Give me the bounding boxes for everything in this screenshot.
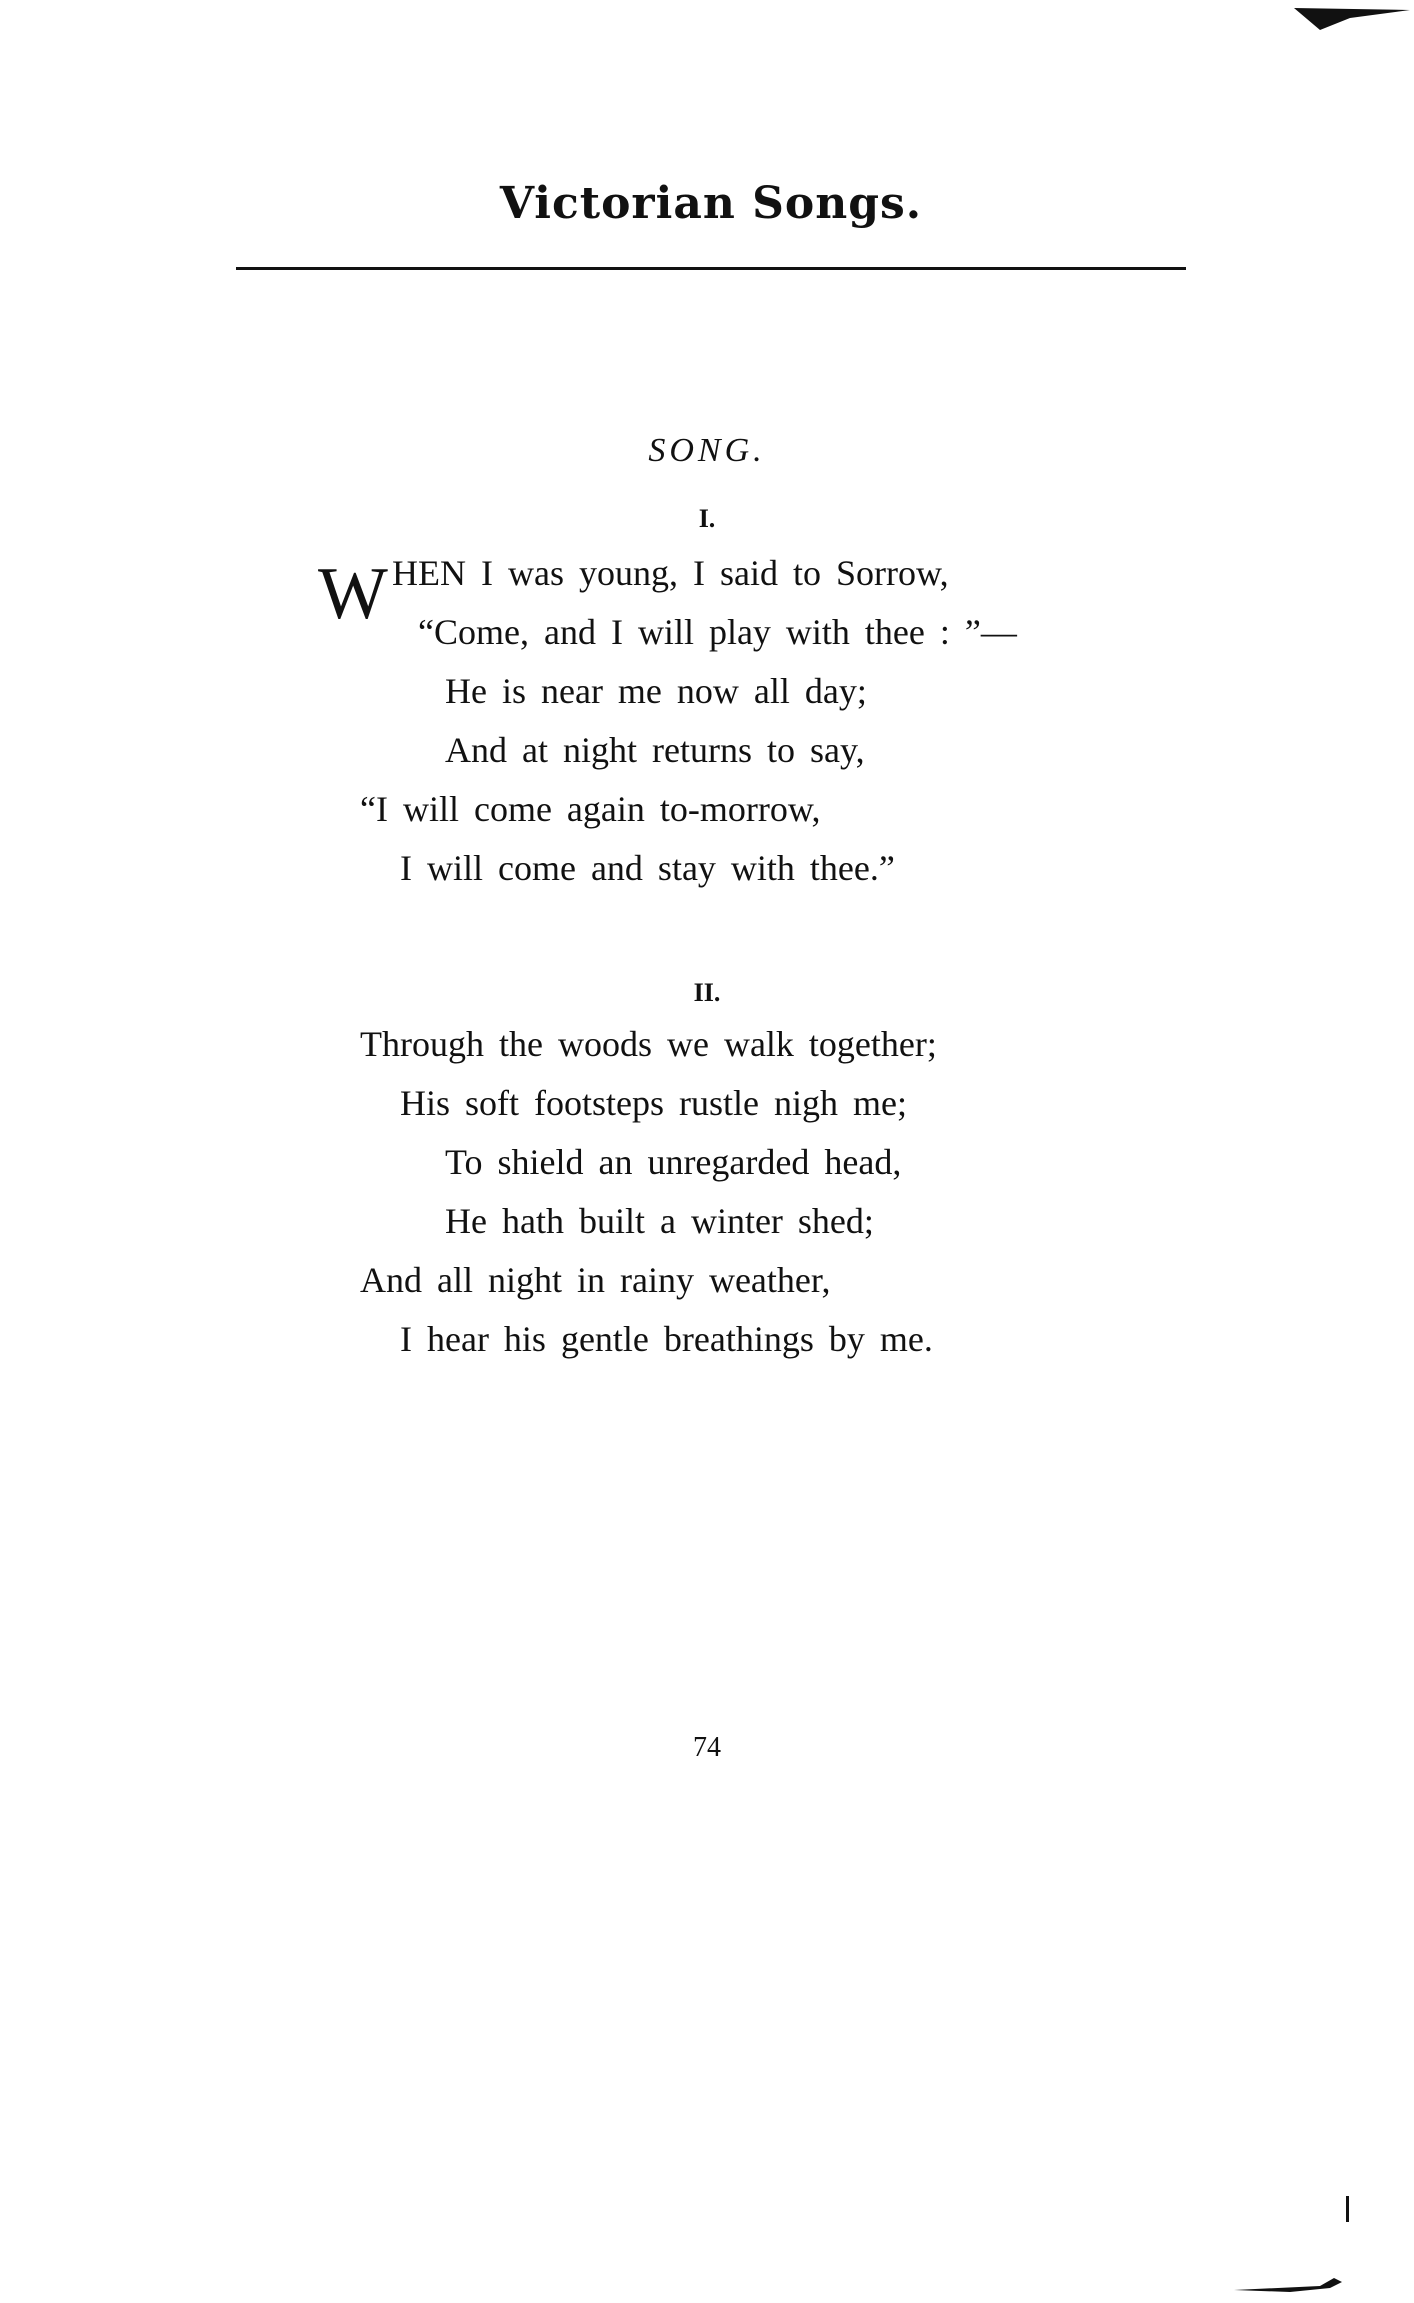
poem-line: To shield an unregarded head,: [445, 1142, 902, 1182]
poem-line: “I will come again to-morrow,: [360, 789, 821, 829]
poem-line: Through the woods we walk together;: [360, 1024, 937, 1064]
header-rule: [236, 267, 1186, 270]
poem-line: His soft footsteps rustle nigh me;: [400, 1083, 907, 1123]
margin-tick: [1346, 2196, 1349, 2222]
song-title: SONG.: [648, 432, 766, 469]
poem-line: And at night returns to say,: [445, 730, 865, 770]
poem-line: HEN I was young, I said to Sorrow,: [392, 553, 949, 593]
poem-line: I will come and stay with thee.”: [400, 848, 895, 888]
poem-line: And all night in rainy weather,: [360, 1260, 831, 1300]
poem-line: I hear his gentle breathings by me.: [400, 1319, 933, 1359]
stanza-numeral-2: II.: [693, 978, 721, 1007]
page-number: 74: [693, 1732, 721, 1763]
corner-mark-bottom: [1230, 2260, 1350, 2300]
poem-line: He hath built a winter shed;: [445, 1201, 874, 1241]
corner-mark-top: [1290, 0, 1414, 40]
poem-line: He is near me now all day;: [445, 671, 867, 711]
stanza-numeral-1: I.: [698, 504, 716, 533]
poem-line: “Come, and I will play with thee : ”—: [418, 612, 1017, 652]
running-head: Victorian Songs.: [499, 178, 923, 229]
drop-cap: W: [318, 553, 388, 635]
